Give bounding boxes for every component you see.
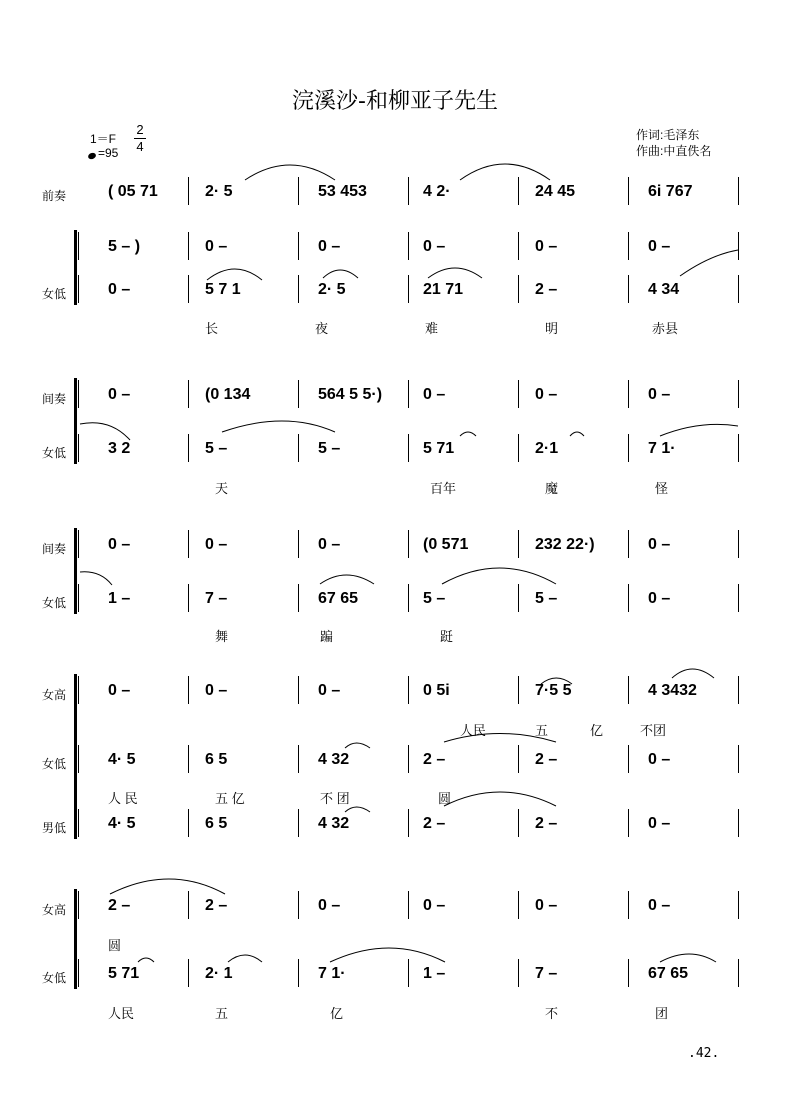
measure: 2 – [205,897,228,914]
part-label: 女低 [42,971,67,985]
lyric-word: 五 [215,1006,229,1021]
slur [80,423,130,440]
slur [138,958,154,962]
tempo-value: =95 [98,146,119,160]
measure: 2·1 [535,440,559,457]
part-label: 间奏 [42,542,67,556]
measure: ( 05 71 [108,183,158,200]
lyric-word: 天 [215,481,229,496]
measure: 2 – [423,751,446,768]
slur [570,432,584,436]
measure: 5 – [205,440,228,457]
measure: (0 134 [205,386,251,403]
part-label: 男低 [42,821,67,835]
slur [428,268,482,278]
measure: 7 1· [318,965,346,982]
measure: 2· 5 [318,281,346,298]
measure: 5 – [318,440,341,457]
measure: 2 – [423,815,446,832]
composer: 作曲:中直佚名 [636,144,712,158]
measure: 0 – [108,386,131,403]
measure: 3 2 [108,440,131,457]
slur [541,678,572,684]
measure: 2· 5 [205,183,233,200]
lyric-word: 舞 [215,629,229,644]
measure: 0 – [318,238,341,255]
measure: 2 – [535,751,558,768]
measure: 5 71 [423,440,455,457]
measure: 0 – [205,238,228,255]
measure: 0 – [205,536,228,553]
lyric-word: 圆 [438,791,452,806]
measure: 67 65 [318,590,359,607]
slur [460,164,550,180]
lyric-word: 圆 [108,938,122,953]
lyric-word: 怪 [655,481,669,496]
lyricist: 作词:毛泽东 [636,128,700,142]
measure: 232 22·) [535,536,595,553]
measure: 6i 767 [648,183,693,200]
page-number: .42. [688,1046,720,1061]
measure: 0 – [648,238,671,255]
slur [680,250,738,276]
lyric-word: 夜 [315,321,329,336]
part-label: 女低 [42,596,67,610]
measure: 0 – [648,536,671,553]
measure: 7 – [535,965,558,982]
slur [345,807,370,812]
measure: 53 453 [318,183,367,200]
slur [345,743,370,748]
measure: 1 – [108,590,131,607]
measure: 0 – [535,386,558,403]
measure: 0 – [108,682,131,699]
lyric-word: 明 [545,321,559,336]
lyric-word: 亿 [330,1006,344,1021]
slur [110,879,225,894]
lyric-word: 不 团 [320,791,350,806]
measure: 564 5 5·) [318,386,383,403]
lyric-word: 团 [655,1006,669,1021]
score-title: 浣溪沙-和柳亚子先生 [292,89,498,114]
lyric-word: 人 民 [108,791,138,806]
measure: 67 65 [648,965,689,982]
lyric-word: 不团 [640,723,667,738]
measure: 0 – [648,815,671,832]
measure: 6 5 [205,815,228,832]
measure: 7·5 5 [535,682,572,699]
key-signature: 1＝F [90,132,117,146]
measure: 0 – [423,897,446,914]
slur [444,792,556,806]
lyric-word: 亿 [590,723,604,738]
slur [207,269,262,280]
measure: 0 – [318,536,341,553]
measure: 5 – ) [108,238,141,255]
measure: 1 – [423,965,446,982]
measure: 2 – [535,815,558,832]
measure: 2· 1 [205,965,233,982]
measure: 21 71 [423,281,464,298]
lyric-word: 五 [535,723,549,738]
lyric-word: 人民 [460,723,487,738]
measure: 5 71 [108,965,140,982]
measure: 4 32 [318,751,350,768]
measure: 5 – [423,590,446,607]
part-label: 女低 [42,757,67,771]
lyric-word: 百年 [430,481,457,496]
measure: 0 – [648,897,671,914]
part-label: 前奏 [42,189,67,203]
measure: 0 – [423,386,446,403]
lyric-word: 长 [205,321,219,336]
slur [660,424,738,436]
measure: 24 45 [535,183,576,200]
measure: 0 – [535,238,558,255]
slur [228,955,262,962]
measure: 2 – [535,281,558,298]
lyric-word: 蹁 [320,629,334,644]
measure: 0 – [108,536,131,553]
meter-bottom: 4 [136,139,144,154]
measure: 0 – [423,238,446,255]
slur [80,572,112,585]
meter-top: 2 [136,122,144,137]
measure: 5 7 1 [205,281,241,298]
part-label: 间奏 [42,392,67,406]
measure: 0 – [648,386,671,403]
lyric-word: 难 [425,321,439,336]
measure: 7 1· [648,440,676,457]
part-label: 女高 [42,688,67,702]
lyric-word: 不 [545,1006,559,1021]
slur [444,734,556,743]
slur [660,954,716,962]
slur [442,568,556,584]
measure: 0 – [108,281,131,298]
measure: 4 34 [648,281,680,298]
slur [245,165,335,180]
slur [672,669,714,678]
measure: 6 5 [205,751,228,768]
part-label: 女低 [42,446,67,460]
measure: 0 – [205,682,228,699]
slur [323,270,358,278]
measure: 4· 5 [108,751,136,768]
measure: 4 2· [423,183,451,200]
part-label: 女高 [42,903,67,917]
measure: 0 – [318,682,341,699]
lyric-word: 五 亿 [215,791,245,806]
lyric-word: 魔 [545,481,559,496]
measure: 4· 5 [108,815,136,832]
slur [330,948,445,962]
measure: 0 – [648,590,671,607]
part-label: 女低 [42,287,67,301]
measure: 4 3432 [648,682,697,699]
measure: (0 571 [423,536,469,553]
measure: 0 – [318,897,341,914]
measure: 0 – [535,897,558,914]
slur [320,575,374,584]
measure: 7 – [205,590,228,607]
slur [222,421,335,432]
slur [460,432,476,436]
lyric-word: 跹 [440,629,454,644]
measure: 4 32 [318,815,350,832]
measure: 0 – [648,751,671,768]
lyric-word: 赤县 [652,321,679,336]
measure: 5 – [535,590,558,607]
lyric-word: 人民 [108,1006,135,1021]
measure: 0 5i [423,682,450,699]
measure: 2 – [108,897,131,914]
